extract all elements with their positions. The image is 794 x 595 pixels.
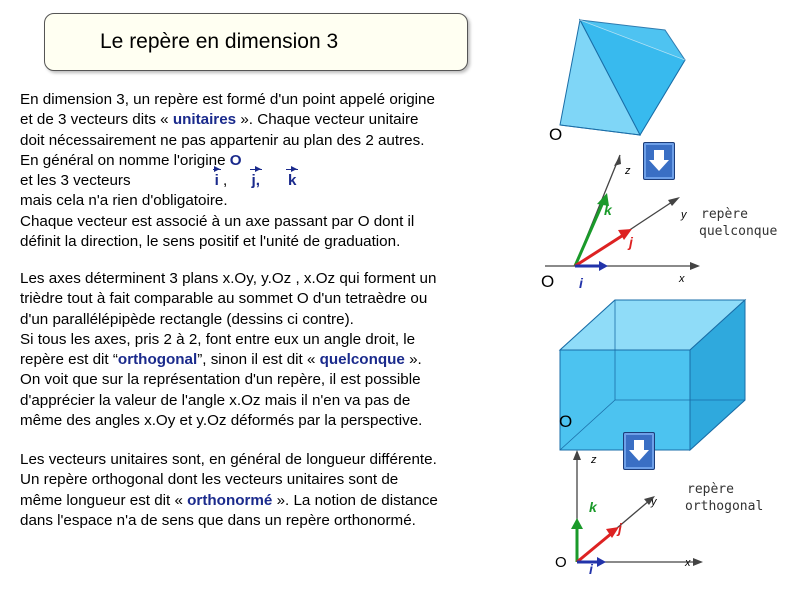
- keyword-quelconque: quelconque: [319, 351, 405, 369]
- keyword-orthonorme: orthonormé: [187, 491, 273, 509]
- arrow-down-icon: [649, 149, 669, 173]
- scroll-down-button[interactable]: [643, 142, 675, 180]
- text-line: repère est dit “orthogonal”, sinon il est dit « quelconque ».: [20, 351, 422, 369]
- text-line: même longueur est dit « orthonormé ». La notion de distance: [20, 491, 438, 509]
- axis-z-label: z: [625, 165, 631, 177]
- tetra-vertex-o: O: [549, 125, 563, 144]
- paragraph-orthonormal: [20, 450, 530, 531]
- text-line: trièdre tout à fait comparable au sommet O d'un tetraèdre ou: [20, 290, 428, 308]
- text-line: En général on nomme l'origine O: [20, 151, 242, 169]
- axis-x-arrow: [690, 262, 700, 270]
- text-line: Chaque vecteur est associé à un axe passant par O dont il: [20, 212, 415, 230]
- axis-z-arrow: [573, 450, 581, 460]
- frame-caption: repère orthogonal: [685, 482, 764, 514]
- vector-i-label: i: [214, 172, 219, 190]
- paragraph-definition: [20, 90, 530, 252]
- frame-vector-i-label: i: [579, 275, 583, 291]
- axis-z-arrow: [614, 155, 621, 166]
- cube-vertex-o: O: [559, 412, 573, 431]
- text-line: On voit que sur la représentation d'un repère, il est possible: [20, 371, 421, 389]
- axis-z-label: z: [591, 454, 597, 466]
- axis-x-label: x: [679, 273, 685, 285]
- text-line: mais cela n'a rien d'obligatoire.: [20, 192, 228, 210]
- frame-caption: repère quelconque: [699, 207, 778, 239]
- scroll-down-button[interactable]: [623, 432, 655, 470]
- vector-k-head: [571, 518, 583, 529]
- title-box: [44, 13, 468, 71]
- axis-y-arrow: [668, 197, 680, 206]
- axis-y-label: y: [681, 209, 687, 221]
- paragraph-axes: [20, 269, 530, 431]
- vector-j-label: j,: [251, 172, 260, 190]
- vector-i-head: [599, 261, 608, 271]
- keyword-unitaires: unitaires: [172, 111, 237, 129]
- arrow-down-icon: [629, 439, 649, 463]
- text-line: et les 3 vecteurs i , j, k: [20, 172, 297, 190]
- text-line: définit la direction, le sens positif et l'unité de graduation.: [20, 233, 401, 251]
- text-line: même des angles x.Oy et y.Oz déformés par la perspective.: [20, 412, 423, 430]
- text-line: Un repère orthogonal dont les vecteurs unitaires sont de: [20, 471, 399, 489]
- text-line: d'un parallélépipède rectangle (dessins ci contre).: [20, 310, 354, 328]
- text-line: En dimension 3, un repère est formé d'un point appelé origine: [20, 91, 435, 108]
- frame-vector-j-label: j: [618, 520, 622, 536]
- cube-figure: [520, 290, 794, 595]
- keyword-origin: O: [229, 151, 242, 169]
- text-line: Les vecteurs unitaires sont, en général de longueur différente.: [20, 451, 437, 468]
- text-line: doit nécessairement ne pas appartenir au plan des 2 autres.: [20, 131, 425, 149]
- axis-x-label: x: [685, 557, 691, 569]
- vector-j-arrow: [577, 533, 612, 562]
- frame-vector-k-label: k: [589, 499, 597, 515]
- frame-vector-k-label: k: [604, 202, 612, 218]
- axis-x-arrow: [693, 558, 703, 566]
- text-line: Si tous les axes, pris 2 à 2, font entre eux un angle droit, le: [20, 330, 416, 348]
- vector-k-label: k: [287, 172, 297, 190]
- frame-origin-label: O: [541, 272, 555, 291]
- keyword-orthogonal: orthogonal: [117, 351, 198, 369]
- vector-i-head: [597, 557, 606, 567]
- text-line: dans l'espace n'a de sens que dans un repère orthonormé.: [20, 511, 416, 529]
- page-title: Le repère en dimension 3: [100, 30, 339, 53]
- frame-origin-label: O: [555, 554, 567, 571]
- frame-vector-i-label: i: [589, 561, 593, 577]
- text-line: Les axes déterminent 3 plans x.Oy, y.Oz , x.Oz qui forment un: [20, 270, 437, 287]
- axis-y-label: y: [651, 496, 657, 508]
- frame-vector-j-label: j: [629, 234, 633, 250]
- text-line: d'apprécier la valeur de l'angle x.Oz mais il n'en va pas de: [20, 391, 411, 409]
- text-line: et de 3 vecteurs dits « unitaires ». Chaque vecteur unitaire: [20, 111, 419, 129]
